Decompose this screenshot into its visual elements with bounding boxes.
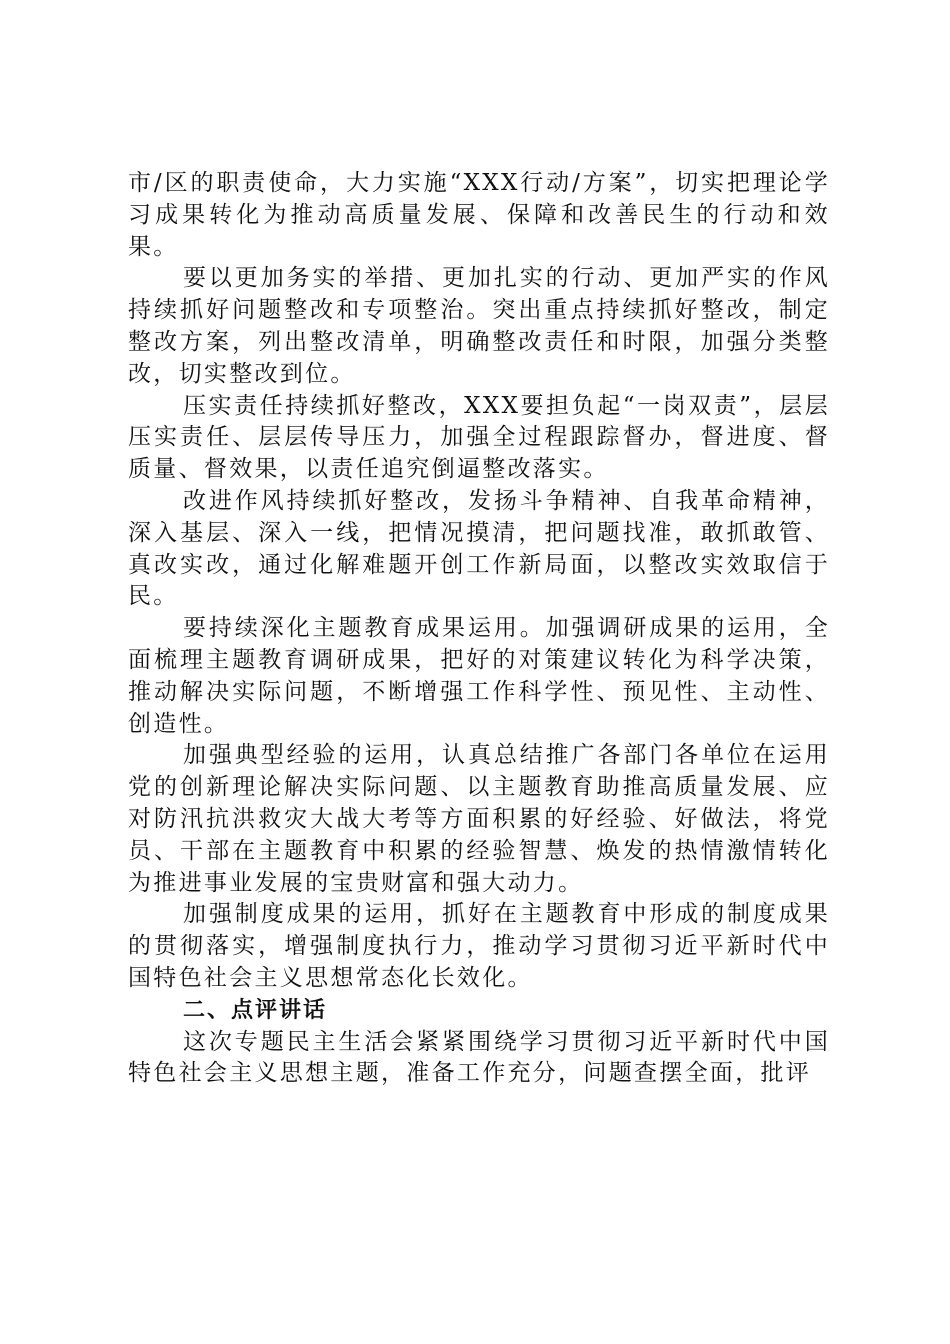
paragraph-work-style: 改进作风持续抓好整改，发扬斗争精神、自我革命精神，深入基层、深入一线，把情况摸清，把问题找准，敢抓敢管、真改实改，通过化解难题开创工作新局面，以整改实效取信于民。: [128, 487, 830, 610]
document-body: [128, 168, 830, 1090]
paragraph-continued: 市/区的职责使命，大力实施“XXX行动/方案”，切实把理论学习成果转化为推动高质量发展、保障和改善民生的行动和效果。: [128, 170, 830, 260]
section-heading: 二、点评讲话: [183, 997, 328, 1023]
paragraph-responsibility: 压实责任持续抓好整改，XXX要担负起“一岗双责”，层层压实责任、层层传导压力，加强全过程跟踪督办，督进度、督质量、督效果，以责任追究倒逼整改落实。: [128, 392, 830, 483]
paragraph-typical-experience: 加强典型经验的运用，认真总结推广各部门各单位在运用党的创新理论解决实际问题、以主题教育助推高质量发展、应对防汛抗洪救灾大战大考等方面积累的好经验、好做法，将党员、干部在主题教育中积累的经验智慧、焕发的热情激情转化为推进事业发展的宝贵财富和强大动力。: [128, 742, 830, 896]
paragraph-rectification: 要以更加务实的举措、更加扎实的行动、更加严实的作风持续抓好问题整改和专项整治。突出重点持续抓好整改，制定整改方案，列出整改清单，明确整改责任和时限，加强分类整改，切实整改到位。: [128, 265, 830, 387]
paragraph-commentary: 这次专题民主生活会紧紧围绕学习贯彻习近平新时代中国特色社会主义思想主题，准备工作充分，问题查摆全面，批评: [128, 1028, 830, 1087]
paragraph-institutional-results: 加强制度成果的运用，抓好在主题教育中形成的制度成果的贯彻落实，增强制度执行力，推动学习贯彻习近平新时代中国特色社会主义思想常态化长效化。: [128, 901, 830, 991]
paragraph-research-results: 要持续深化主题教育成果运用。加强调研成果的运用，全面梳理主题教育调研成果，把好的对策建议转化为科学决策，推动解决实际问题，不断增强工作科学性、预见性、主动性、创造性。: [128, 615, 830, 737]
